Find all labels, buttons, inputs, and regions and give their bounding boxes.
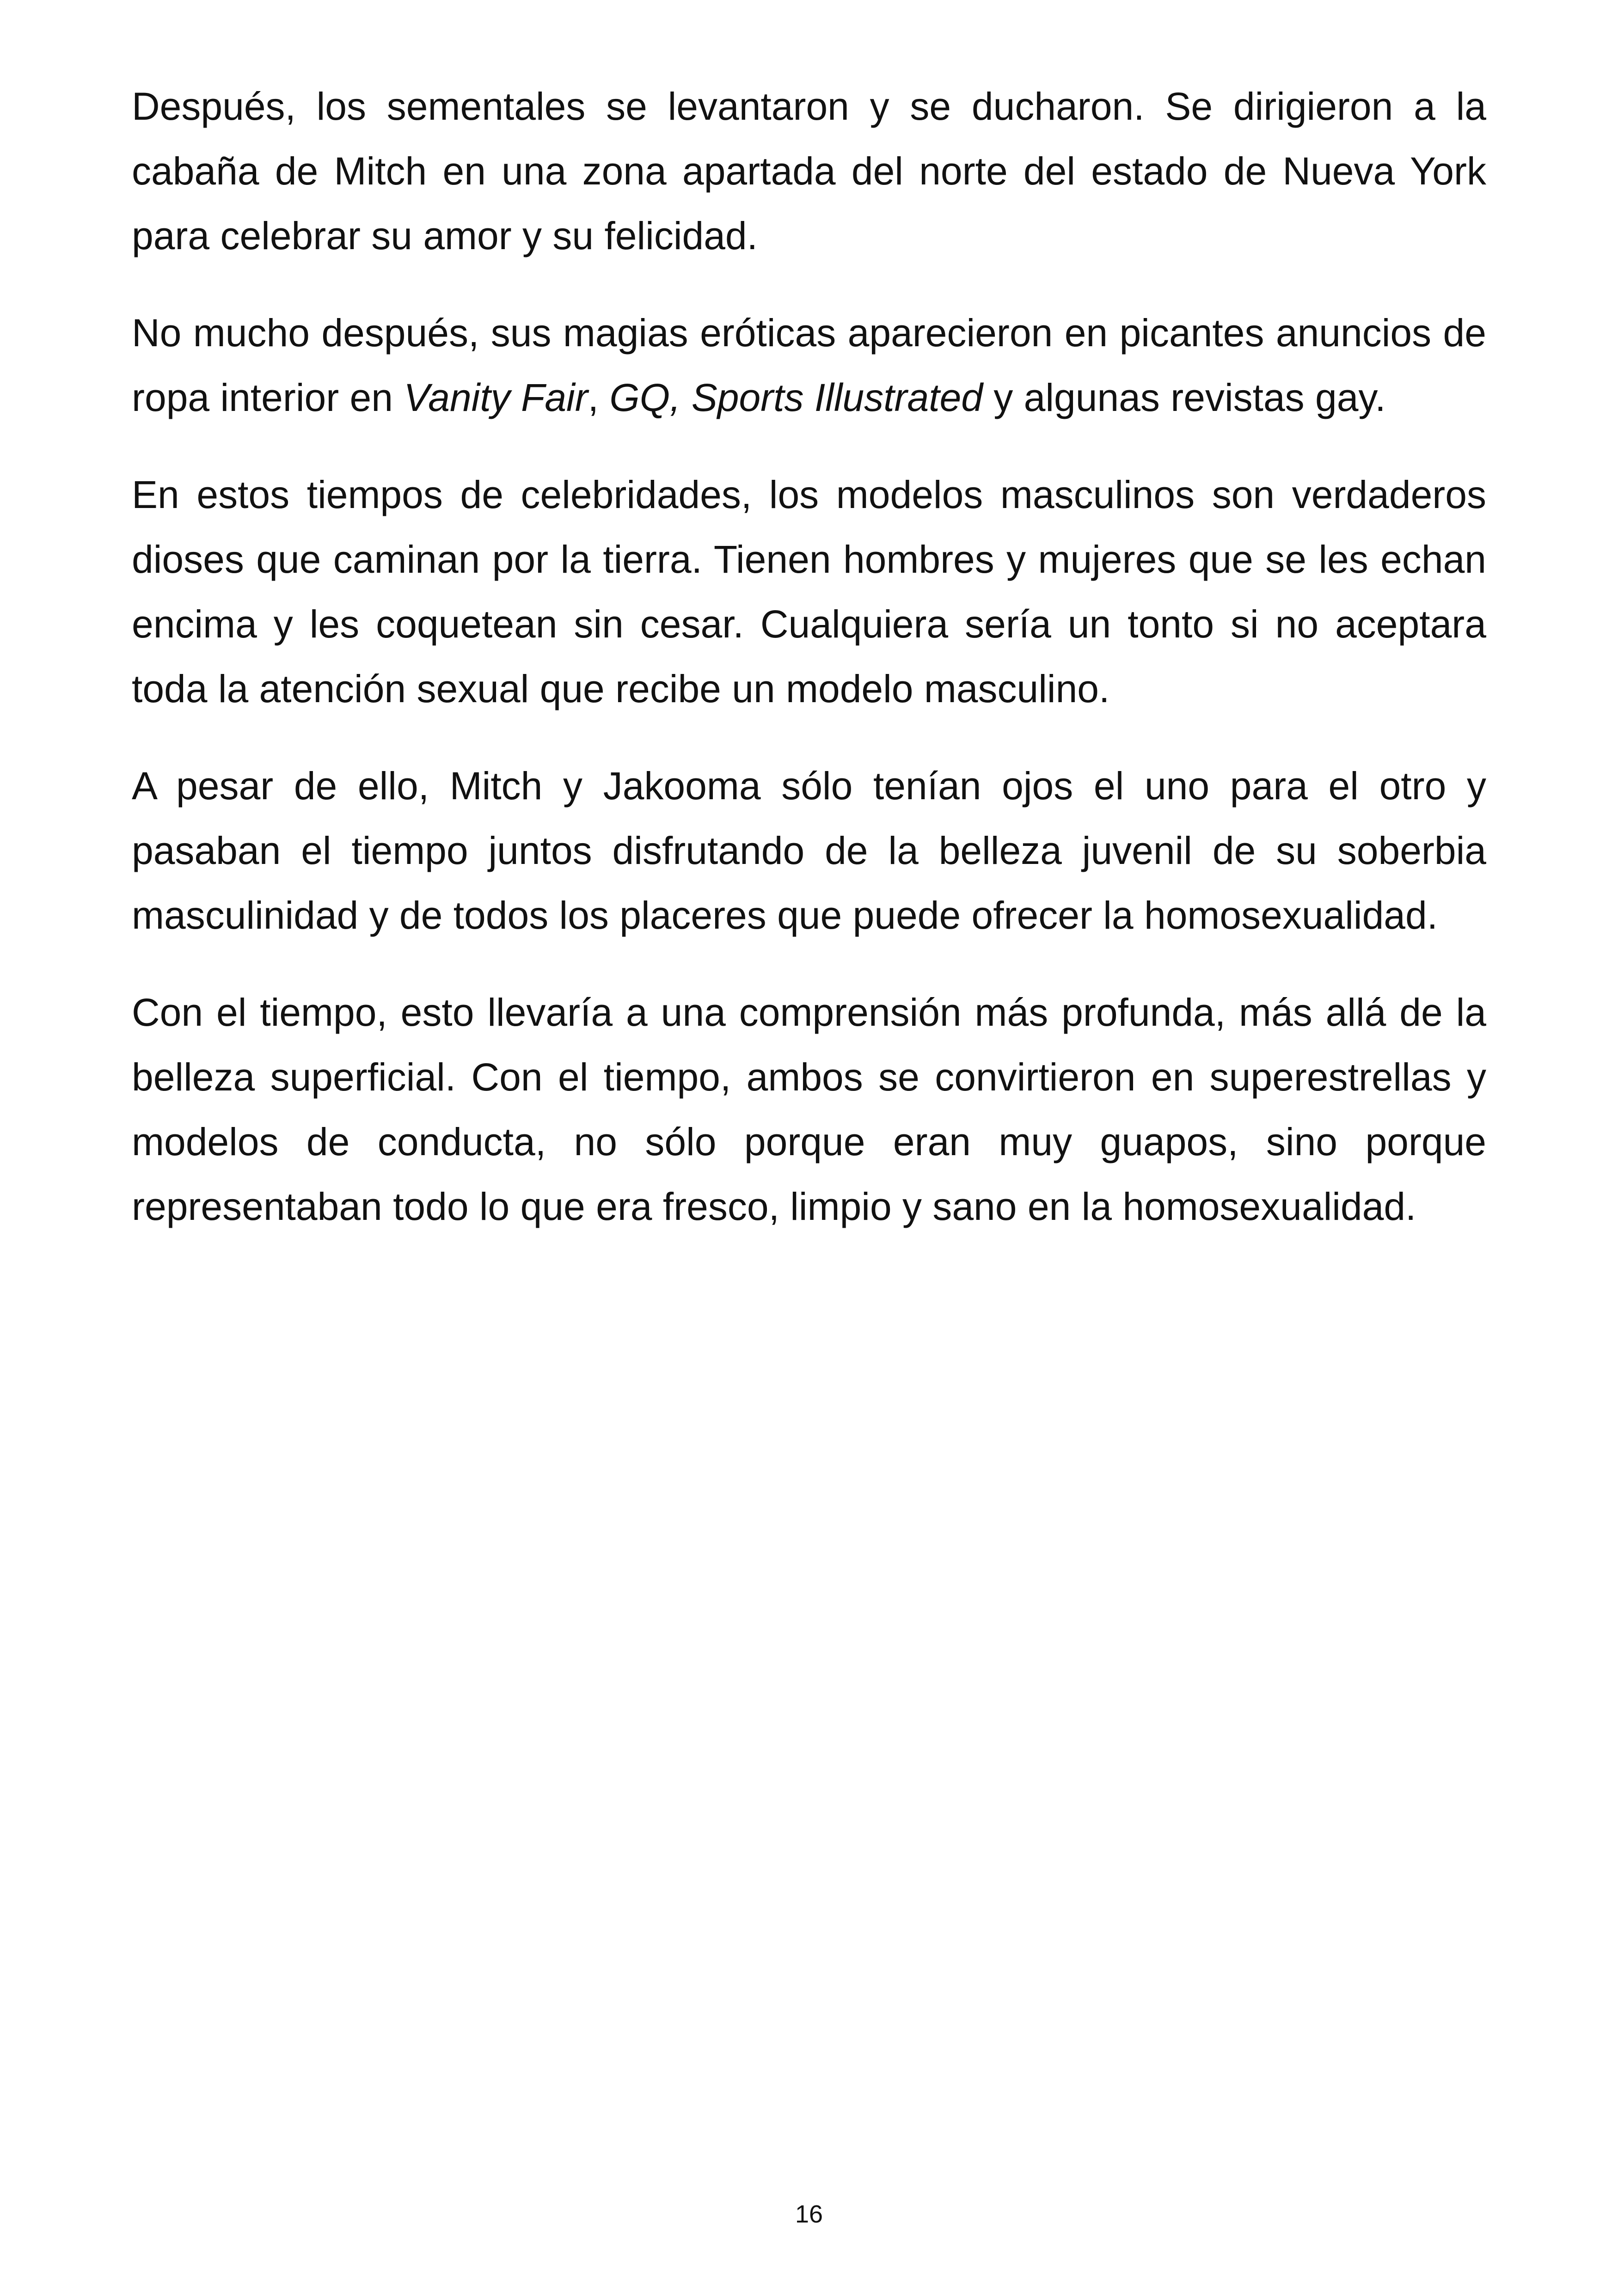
magazine-titles-gq-sports-illustrated: GQ, Sports Illustrated — [609, 376, 983, 419]
paragraph-3: En estos tiempos de celebridades, los modelos masculinos son verdaderos dioses que caminan por la tierra. Tienen hombres y mujeres que se les echan encima y les coquetean sin cesar. Cualquiera sería un tonto si no aceptara toda la atención sexual que recibe un modelo masculino. — [132, 473, 1486, 710]
paragraph-4: A pesar de ello, Mitch y Jakooma sólo tenían ojos el uno para el otro y pasaban el tiempo juntos disfrutando de la belleza juvenil de su soberbia masculinidad y de todos los placeres que puede ofrecer la homosexualidad. — [132, 764, 1486, 937]
paragraph-2 — [132, 300, 1486, 430]
paragraph-2-text-before: No mucho después, sus magias eróticas aparecieron en picantes anuncios de ropa interior en — [132, 311, 1486, 419]
paragraph-1: Después, los sementales se levantaron y se ducharon. Se dirigieron a la cabaña de Mitch en una zona apartada del norte del estado de Nueva York para celebrar su amor y su felicidad. — [132, 85, 1486, 257]
page-number: 16 — [795, 2200, 823, 2228]
page-body — [132, 74, 1486, 1271]
paragraph-2-separator: , — [588, 376, 610, 419]
magazine-title-vanity-fair: Vanity Fair — [404, 376, 588, 419]
paragraph-5: Con el tiempo, esto llevaría a una comprensión más profunda, más allá de la belleza superficial. Con el tiempo, ambos se convirtieron en superestrellas y modelos de conducta, no sólo porque eran muy guapos, sino porque representaban todo lo que era fresco, limpio y sano en la homosexualidad. — [132, 991, 1486, 1228]
paragraph-2-text-after: y algunas revistas gay. — [983, 376, 1386, 419]
